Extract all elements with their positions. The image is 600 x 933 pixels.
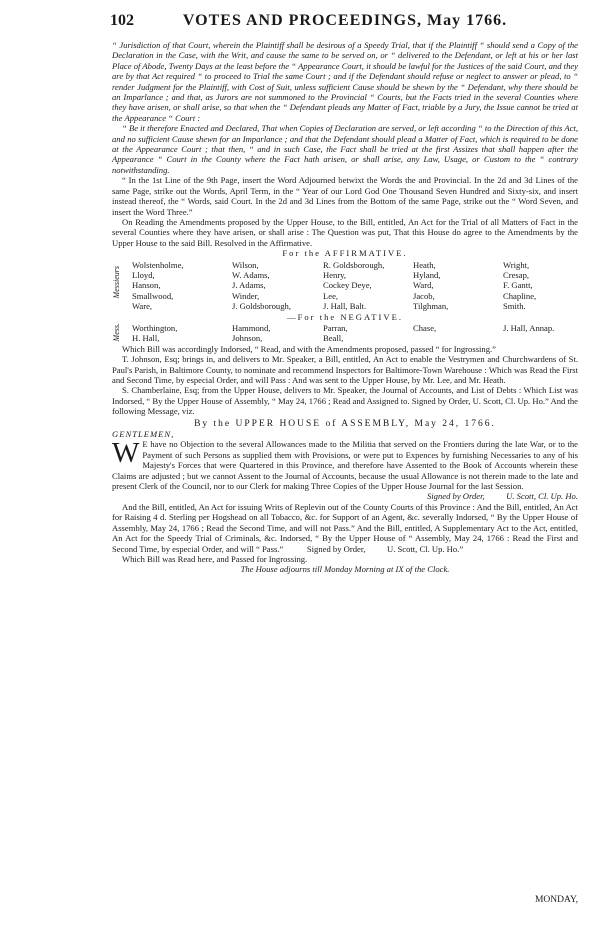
paragraph: “ Jurisdiction of that Court, wherein the Plaintiff shall be desirous of a Speedy Trial, that if the Plaintiff “ should send a Copy of the Declaration in the Case, with the Writ, and cause the same to be served on, or “ delivered to the Defendant, or left at his or her last Place of Abode, Twenty Days at the least before the “ Appearance Court, it should be lawful for the Justices of the said Court, and they are by that Act required “ to proceed to Trial the same Court ; and if the Defendant should refuse or neglect to answer or plead, to “ render Judgment for the Plaintiff, with Cost of Suit, unless sufficient Cause should be shewn by the “ Defendant, why there should be an Imparlance ; and that, as Jurors are not summoned to the Provincial “ Courts, but the Facts tried in the several Counties where they have arisen, or shall arise, so that when the “ Defendant pleads any Matter of Fact, triable by a Jury, the Issue cannot be tried at the Appearance “ Court : xyxy=(112,40,578,123)
vote-name: Hyland, xyxy=(413,269,441,280)
vote-name: Henry, xyxy=(323,269,347,280)
affirmative-votes-table xyxy=(112,260,536,312)
vote-name: Hammond, xyxy=(232,322,271,333)
vote-name: Chase, xyxy=(413,322,437,333)
paragraph: And the Bill, entitled, An Act for issuing Writs of Replevin out of the County Courts of this Province : And the Bill, entitled, An Act for Raising 4 d. Sterling per Hogshead on all Tobacco, &c. for Support of an Agent, &c. severally Indorsed, “ By the Upper House of Assembly, May 24, 1766 ; Read the Second Time, and will not Pass.” And the Bill, entitled, A Supplementary Act to the Act, entitled, An Act for the Speedy Trial of Criminals, &c. Indorsed, “ By the Upper House of “ Assembly, May 24, 1766 : Read the First and Second Time, by especial Order, and will “ Pass.” Signed by Order, U. Scott, Cl. Up. Ho.” xyxy=(112,501,581,554)
vote-brace xyxy=(112,323,132,344)
paragraph: S. Chamberlaine, Esq; from the Upper House, delivers to Mr. Speaker, the Journal of Accounts, and List of Debts : Which List was Indorsed, “ By the Upper House of Assembly, “ May 24, 1766 ; Read and Assigned to. Signed by Order, U. Scott, Cl. Up. Ho.” And the following Message, viz. xyxy=(112,385,578,417)
paragraph: Which Bill was accordingly Indorsed, “ Read, and with the Amendments proposed, passed “ for Ingrossing.” xyxy=(122,343,496,354)
vote-name: Worthington, xyxy=(132,322,178,333)
vote-name: J. Hall, Balt. xyxy=(323,301,367,312)
gentlemen-salutation: GENTLEMEN, xyxy=(112,429,175,440)
vote-name: Cresap, xyxy=(503,269,530,280)
vote-name: H. Hall, xyxy=(132,333,160,344)
adjournment-line: The House adjourns till Monday Morning at IX of the Clock. xyxy=(240,564,450,575)
vote-name: Wolstenholme, xyxy=(132,259,184,270)
negative-heading: —For the NEGATIVE. xyxy=(287,311,403,322)
paragraph: On Reading the Amendments proposed by the Upper House, to the Bill, entitled, An Act for the Trial of all Matters of Fact in the several Counties where they have arisen, or shall arise : The Question was put, That this House do agree to the Amendments by the Upper House to the said Bill. Resolved in the Affirmative. xyxy=(112,216,578,248)
vote-name: Winder, xyxy=(232,290,260,301)
running-title: VOTES AND PROCEEDINGS, May 1766. xyxy=(182,12,508,29)
message-paragraph xyxy=(112,439,578,491)
message-text: E have no Objection to the several Allowances made to the Militia that served on the Frontiers during the late War, or to the Payment of such Persons as supplied them with Provisions, or were put to Expences by furnishing Necessaries to any of his Majesty's Forces that were Quartered in this Province, and therefore have Assented to the Book of Accounts wherein these Claims are adjusted ; but we cannot Assent to the Journal of Accounts, because the usual Allowance is not therein made to the late and present Clerk of the Council, nor to our Clerk for making Three Copies of the Upper House Journal for the last Session. xyxy=(112,439,578,492)
vote-name: Tilghman, xyxy=(413,301,449,312)
vote-name: Johnson, xyxy=(232,333,263,344)
page-number: 102 xyxy=(110,12,134,29)
messieurs-label: Messieurs xyxy=(112,265,121,298)
vote-name: Chapline, xyxy=(503,290,537,301)
paragraph: Which Bill was Read here, and Passed for Ingrossing. xyxy=(122,553,308,564)
vote-name: Lloyd, xyxy=(132,269,155,280)
vote-name: J. Goldsborough, xyxy=(232,301,291,312)
vote-name xyxy=(413,333,503,343)
vote-name: Cockey Deye, xyxy=(323,280,372,291)
vote-name: Wilson, xyxy=(232,259,259,270)
page-header xyxy=(110,12,580,34)
negative-votes-table xyxy=(112,323,554,344)
vote-name: Jacob, xyxy=(413,290,435,301)
vote-name: J. Adams, xyxy=(232,280,266,291)
paragraph: “ In the 1st Line of the 9th Page, insert the Word Adjourned betwixt the Words the and Provincial. In the 2d and 3d Lines of the same Page, strike out the Words, April Term, in the “ Year of our Lord God One Thousand Seven Hundred and Sixty-six, and insert instead thereof, the “ Words, said Court. In the 2d and 3d Lines from the Bottom of the same Page, strike out the “ Word Seven, and insert the Word Three.” xyxy=(112,175,578,217)
catchword: MONDAY, xyxy=(534,895,578,905)
message-heading: By the UPPER HOUSE of ASSEMBLY, May 24, 1766. xyxy=(194,418,496,429)
vote-name: Lee, xyxy=(323,290,339,301)
vote-name: Ward, xyxy=(413,280,434,291)
paragraph: “ Be it therefore Enacted and Declared, That when Copies of Declaration are served, or left according “ to the Direction of this Act, and no sufficient Cause shewn for an Imparlance ; and that the Defendant should plead a Matter of Fact, which is required to be done at the Appearance Court ; that then, “ and in such Case, the Fact shall be tried at the first Assizes that shall happen after the Appearance “ Court in the County where the Fact hath arisen, or shall arise, any Law, Usage, or Custom to the “ contrary notwithstanding. xyxy=(112,123,578,175)
signature-line: Signed by Order, U. Scott, Cl. Up. Ho. xyxy=(426,491,578,502)
vote-name: Beall, xyxy=(323,333,344,344)
vote-name: R. Goldsborough, xyxy=(323,259,385,270)
vote-name: Heath, xyxy=(413,259,436,270)
vote-name: Smallwood, xyxy=(132,290,174,301)
vote-name: Smith. xyxy=(503,301,526,312)
vote-name: Hanson, xyxy=(132,280,161,291)
mess-label: Mess. xyxy=(112,322,121,342)
vote-name: J. Hall, Annap. xyxy=(503,322,555,333)
page-body xyxy=(112,40,581,575)
vote-name: Wright, xyxy=(503,259,530,270)
vote-brace xyxy=(112,260,132,312)
affirmative-heading: For the AFFIRMATIVE. xyxy=(282,248,408,259)
vote-name: Parran, xyxy=(323,322,348,333)
paragraph: T. Johnson, Esq; brings in, and delivers to Mr. Speaker, a Bill, entitled, An Act to enable the Vestrymen and Churchwardens of St. Paul's Parish, in Baltimore County, to nominate and recommend Inspectors for Baltimore-Town Warehouse : Which was Read the First and Second Time, by especial Order, and will Pass : And was sent to the Upper House, by Mr. Lee, and Mr. Heath. xyxy=(112,354,578,385)
vote-name: F. Gantt, xyxy=(503,280,533,291)
vote-name xyxy=(503,333,554,343)
drop-cap: W xyxy=(112,437,140,470)
vote-name: Ware, xyxy=(132,301,153,312)
vote-name: W. Adams, xyxy=(232,269,270,280)
